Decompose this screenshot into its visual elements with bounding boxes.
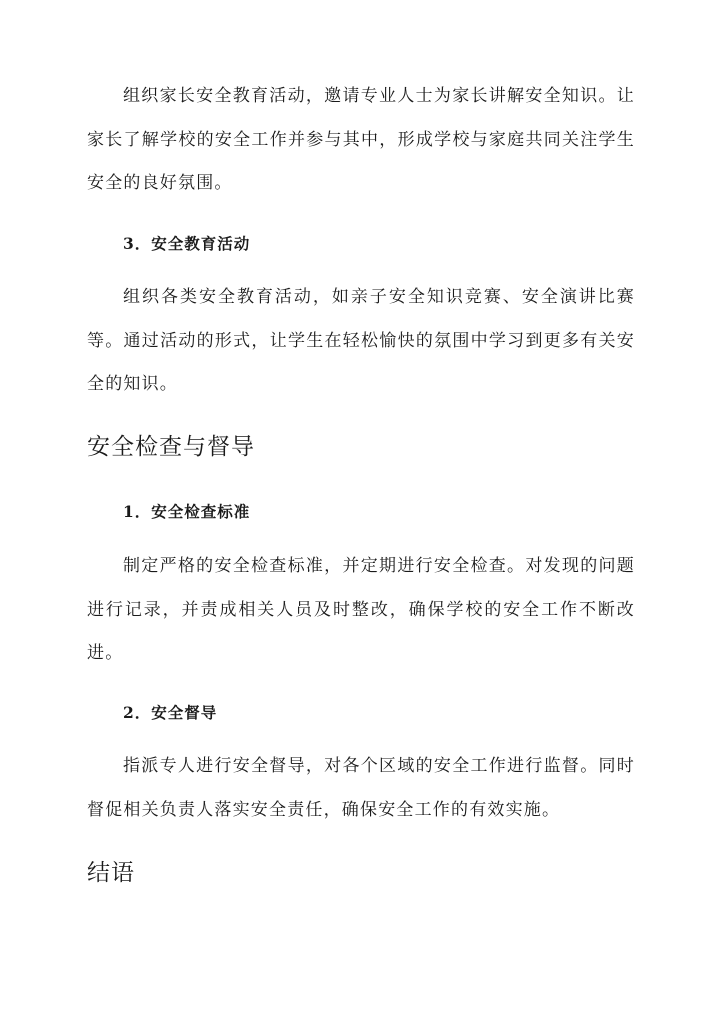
subheading-supervision: 2．安全督导 — [123, 703, 218, 722]
subheading-safety-activities: 3．安全教育活动 — [123, 234, 251, 253]
paragraph-safety-activities: 组织各类安全教育活动，如亲子安全知识竞赛、安全演讲比赛等。通过活动的形式，让学生在轻松愉快的氛围中学习到更多有关安全的知识。 — [87, 287, 635, 394]
paragraph-supervision: 指派专人进行安全督导，对各个区域的安全工作进行监督。同时督促相关负责人落实安全责任，确保安全工作的有效实施。 — [87, 756, 635, 820]
subheading-inspection-standard: 1．安全检查标准 — [123, 502, 251, 521]
paragraph-parent-education: 组织家长安全教育活动，邀请专业人士为家长讲解安全知识。让家长了解学校的安全工作并参与其中，形成学校与家庭共同关注学生安全的良好氛围。 — [87, 86, 635, 193]
section-heading-inspection: 安全检查与督导 — [87, 434, 255, 460]
paragraph-inspection-standard: 制定严格的安全检查标准，并定期进行安全检查。对发现的问题进行记录，并责成相关人员及时整改，确保学校的安全工作不断改进。 — [87, 556, 635, 663]
section-heading-conclusion: 结语 — [87, 860, 135, 886]
